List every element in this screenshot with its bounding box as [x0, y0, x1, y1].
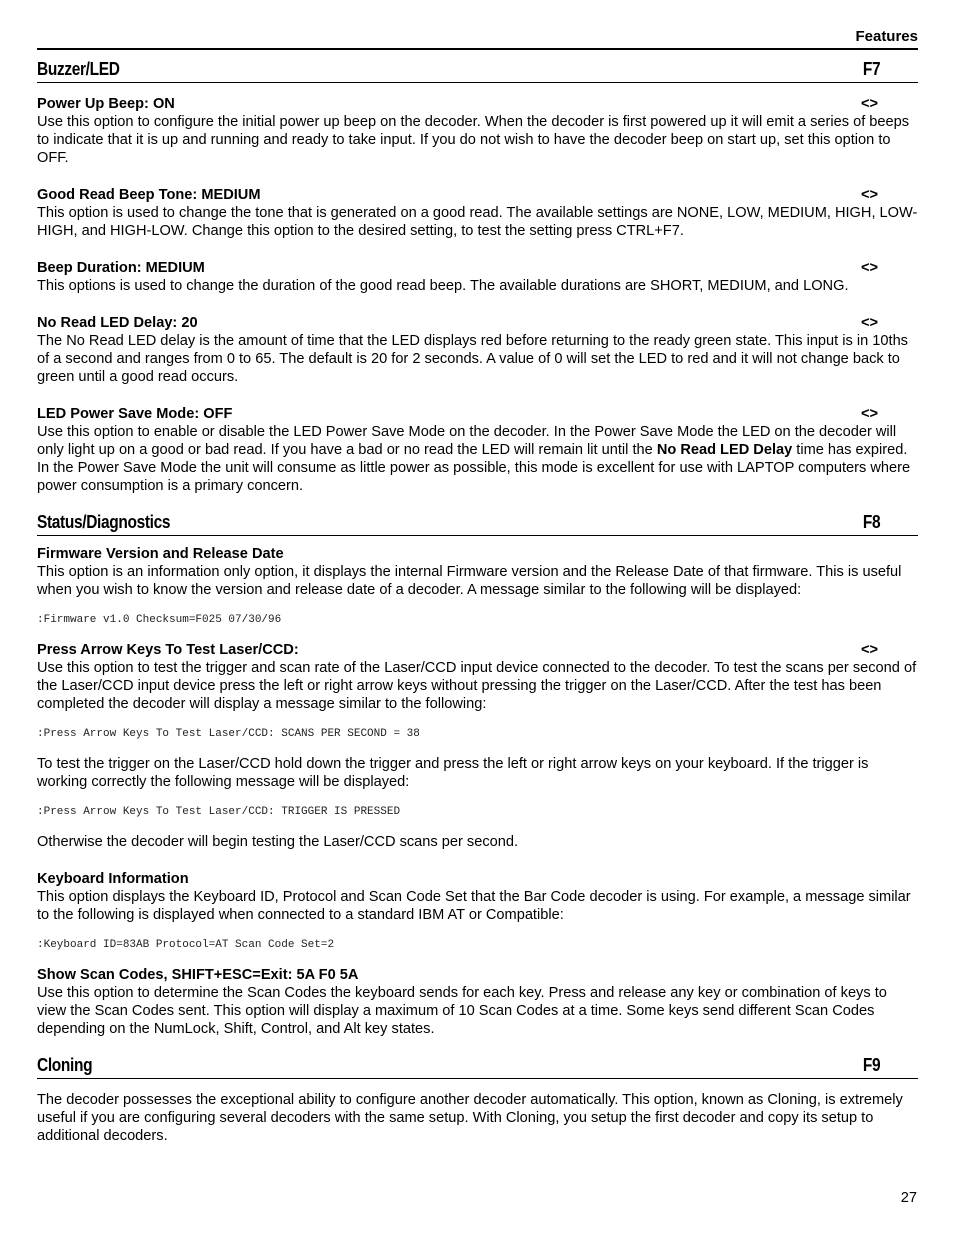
arrows-indicator: <>: [860, 642, 878, 658]
item-description: The No Read LED delay is the amount of time that the LED displays red before returning to the ready green state. This input is in 10ths of a second and ranges from 0 to 65. The default is 20 for 2 seconds. A value of 0 will set the LED to red and it will not change back to green until a good read occurs.: [37, 333, 908, 385]
item-title: Good Read Beep Tone: MEDIUM: [37, 187, 261, 203]
item-description: This option displays the Keyboard ID, Protocol and Scan Code Set that the Bar Code decoder is using. For example, a message similar to the following is displayed when connected to a standard IBM AT or Compatible:: [37, 889, 911, 923]
section-title: Buzzer/LED: [37, 59, 120, 79]
function-key-label: F8: [862, 512, 880, 532]
item-description: Use this option to test the trigger and scan rate of the Laser/CCD input device connected to the decoder. To test the scans per second of the Laser/CCD input device press the left or right arrow keys without pressing the trigger on the Laser/CCD. After the test has been completed the decoder will display a message similar to the following:: [37, 660, 917, 712]
section-title: Cloning: [37, 1055, 93, 1075]
item-description: This options is used to change the duration of the good read beep. The available durations are SHORT, MEDIUM, and LONG.: [37, 278, 849, 294]
item-power-up-beep: [37, 95, 918, 167]
item-keyboard-information: [37, 870, 918, 952]
cloning-description: The decoder possesses the exceptional ability to configure another decoder automatically. This option, known as Cloning, is extremely useful if you are configuring several decoders with the same setup. With Cloning, you setup the first decoder and copy its setup to additional decoders.: [37, 1092, 903, 1144]
code-sample: :Keyboard ID=83AB Protocol=AT Scan Code Set=2: [37, 939, 335, 951]
item-title: Show Scan Codes, SHIFT+ESC=Exit: 5A F0 5A: [37, 967, 359, 983]
paragraph: Otherwise the decoder will begin testing the Laser/CCD scans per second.: [37, 834, 519, 850]
inline-bold-term: No Read LED Delay: [656, 442, 793, 458]
arrows-indicator: <>: [860, 406, 878, 422]
arrows-indicator: <>: [860, 315, 878, 331]
item-title: LED Power Save Mode: OFF: [37, 406, 233, 422]
item-beep-duration: [37, 259, 918, 295]
item-title: Power Up Beep: ON: [37, 96, 175, 112]
running-header: Features: [37, 28, 918, 50]
item-description: Use this option to determine the Scan Codes the keyboard sends for each key. Press and release any key or combination of keys to view the Scan Codes sent. This option will display a maximum of 10 Scan Codes at a time. Some keys send different Scan Codes depending on the NumLock, Shift, Control, and Alt key states.: [37, 985, 887, 1037]
item-good-read-beep-tone: [37, 186, 918, 240]
section-heading-cloning: [37, 1046, 918, 1079]
item-no-read-led-delay: [37, 314, 918, 386]
code-sample: :Press Arrow Keys To Test Laser/CCD: SCANS PER SECOND = 38: [37, 728, 420, 740]
item-title: Firmware Version and Release Date: [37, 546, 284, 562]
section-heading-status-diagnostics: [37, 503, 918, 536]
arrows-indicator: <>: [860, 96, 878, 112]
document-page: [37, 28, 918, 1145]
item-title: Keyboard Information: [37, 871, 189, 887]
item-description: This option is an information only option, it displays the internal Firmware version and the Release Date of that firmware. This is useful when you wish to know the version and release date of a decoder. A message similar to the following will be displayed:: [37, 564, 902, 598]
arrows-indicator: <>: [860, 260, 878, 276]
section-title: Status/Diagnostics: [37, 512, 171, 532]
item-description: This option is used to change the tone that is generated on a good read. The available settings are NONE, LOW, MEDIUM, HIGH, LOW-HIGH, and HIGH-LOW. Change this option to the desired setting, to test the setting press CTRL+F7.: [37, 205, 918, 239]
function-key-label: F7: [862, 59, 880, 79]
code-sample: :Press Arrow Keys To Test Laser/CCD: TRIGGER IS PRESSED: [37, 806, 401, 818]
item-led-power-save-mode: [37, 405, 918, 495]
code-sample: :Firmware v1.0 Checksum=F025 07/30/96: [37, 614, 282, 626]
item-show-scan-codes: [37, 966, 918, 1038]
arrows-indicator: <>: [860, 187, 878, 203]
section-heading-buzzer-led: [37, 50, 918, 83]
page-number: 27: [900, 1190, 917, 1206]
item-description: Use this option to configure the initial power up beep on the decoder. When the decoder is first powered up it will emit a series of beeps to indicate that it is up and running and ready to take input. If you do not wish to have the decoder beep on start up, set this option to OFF.: [37, 114, 910, 166]
item-title: Beep Duration: MEDIUM: [37, 260, 205, 276]
function-key-label: F9: [862, 1055, 880, 1075]
item-press-arrow-keys: [37, 641, 918, 851]
item-title: Press Arrow Keys To Test Laser/CCD:: [37, 642, 299, 658]
item-description: Use this option to enable or disable the LED Power Save Mode on the decoder. In the Power Save Mode the LED on the decoder will only light up on a good or bad read. If you have a bad or no read the LED will remain lit until the No Read LED Delay time has expired. In the Power Save Mode the unit will consume as little power as possible, this mode is excellent for use with LAPTOP computers where power consumption is a primary concern.: [37, 424, 911, 494]
item-firmware-version: [37, 545, 918, 627]
item-title: No Read LED Delay: 20: [37, 315, 198, 331]
paragraph: To test the trigger on the Laser/CCD hold down the trigger and press the left or right arrow keys on your keyboard. If the trigger is working correctly the following message will be displayed:: [37, 756, 869, 790]
